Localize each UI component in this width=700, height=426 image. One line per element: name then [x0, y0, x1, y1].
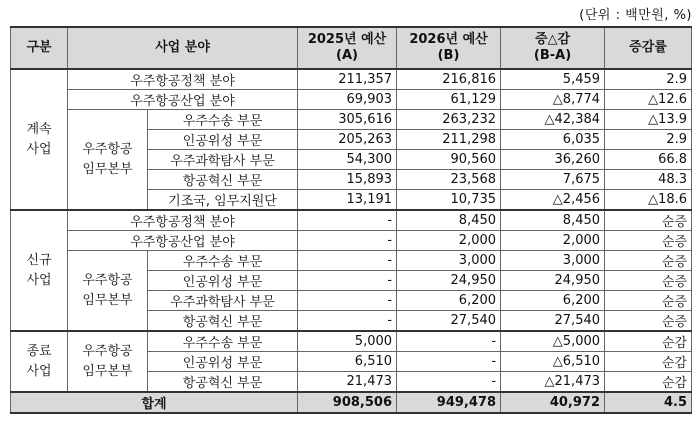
row-name: 우주과학탐사 부문: [148, 150, 298, 170]
table-row: [11, 110, 692, 130]
row-name: 우주항공정책 분야: [68, 210, 298, 231]
cell-b: 8,450: [397, 210, 501, 231]
cell-r: 2.9: [605, 69, 692, 90]
header-change: 증△감 (B-A): [501, 27, 605, 69]
cell-d: △21,473: [501, 372, 605, 393]
cell-b: 2,000: [397, 231, 501, 251]
cell-r: 순증: [605, 210, 692, 231]
cell-a: 69,903: [298, 90, 397, 110]
group-label: 계속 사업: [11, 69, 68, 210]
cell-a: 13,191: [298, 190, 397, 211]
table-row: [11, 331, 692, 352]
subgroup-label: 우주항공 임무본부: [68, 251, 148, 332]
group-label: 신규 사업: [11, 210, 68, 331]
row-name: 우주항공정책 분야: [68, 69, 298, 90]
row-name: 우주항공산업 분야: [68, 90, 298, 110]
cell-a: -: [298, 271, 397, 291]
header-row: [11, 27, 692, 69]
cell-d: △8,774: [501, 90, 605, 110]
cell-a: 21,473: [298, 372, 397, 393]
cell-d: 6,035: [501, 130, 605, 150]
header-field: 사업 분야: [68, 27, 298, 69]
cell-b: 10,735: [397, 190, 501, 211]
row-name: 우주항공산업 분야: [68, 231, 298, 251]
cell-b: -: [397, 331, 501, 352]
cell-a: -: [298, 210, 397, 231]
cell-d: 27,540: [501, 311, 605, 332]
cell-b: -: [397, 352, 501, 372]
cell-a: 15,893: [298, 170, 397, 190]
row-name: 우주수송 부문: [148, 331, 298, 352]
row-name: 우주수송 부문: [148, 251, 298, 271]
total-row: [11, 392, 692, 413]
header-category: 구분: [11, 27, 68, 69]
cell-a: 205,263: [298, 130, 397, 150]
cell-d: △6,510: [501, 352, 605, 372]
header-budget-2025: 2025년 예산 (A): [298, 27, 397, 69]
cell-b: 90,560: [397, 150, 501, 170]
cell-b: 27,540: [397, 311, 501, 332]
cell-a: -: [298, 291, 397, 311]
row-name: 인공위성 부문: [148, 271, 298, 291]
header-rate: 증감률: [605, 27, 692, 69]
cell-b: 3,000: [397, 251, 501, 271]
table-row: [11, 251, 692, 271]
cell-b: 61,129: [397, 90, 501, 110]
subgroup-label: 우주항공 임무본부: [68, 110, 148, 211]
cell-b: 211,298: [397, 130, 501, 150]
total-r: 4.5: [605, 392, 692, 413]
subgroup-label: 우주항공 임무본부: [68, 331, 148, 392]
cell-a: -: [298, 251, 397, 271]
cell-r: 66.8: [605, 150, 692, 170]
cell-d: △2,456: [501, 190, 605, 211]
cell-a: 54,300: [298, 150, 397, 170]
cell-b: 6,200: [397, 291, 501, 311]
table-row: [11, 69, 692, 90]
cell-b: 23,568: [397, 170, 501, 190]
row-name: 항공혁신 부문: [148, 311, 298, 332]
row-name: 기조국, 임무지원단: [148, 190, 298, 211]
cell-r: 순증: [605, 291, 692, 311]
cell-b: 263,232: [397, 110, 501, 130]
cell-d: 8,450: [501, 210, 605, 231]
cell-r: 순증: [605, 231, 692, 251]
cell-d: 5,459: [501, 69, 605, 90]
cell-d: 24,950: [501, 271, 605, 291]
cell-r: △18.6: [605, 190, 692, 211]
total-d: 40,972: [501, 392, 605, 413]
group-label: 종료 사업: [11, 331, 68, 392]
row-name: 항공혁신 부문: [148, 170, 298, 190]
cell-r: 순증: [605, 311, 692, 332]
table-row: [11, 210, 692, 231]
total-a: 908,506: [298, 392, 397, 413]
cell-d: 6,200: [501, 291, 605, 311]
cell-d: △42,384: [501, 110, 605, 130]
cell-r: △12.6: [605, 90, 692, 110]
cell-r: 2.9: [605, 130, 692, 150]
cell-r: 순감: [605, 372, 692, 393]
cell-a: -: [298, 231, 397, 251]
cell-r: 순감: [605, 352, 692, 372]
cell-r: △13.9: [605, 110, 692, 130]
cell-b: 24,950: [397, 271, 501, 291]
row-name: 인공위성 부문: [148, 352, 298, 372]
cell-a: 211,357: [298, 69, 397, 90]
cell-b: -: [397, 372, 501, 393]
cell-r: 48.3: [605, 170, 692, 190]
cell-b: 216,816: [397, 69, 501, 90]
cell-d: 2,000: [501, 231, 605, 251]
total-label: 합계: [11, 392, 298, 413]
cell-a: 305,616: [298, 110, 397, 130]
cell-d: 7,675: [501, 170, 605, 190]
cell-d: △5,000: [501, 331, 605, 352]
cell-a: -: [298, 311, 397, 332]
table-row: [11, 231, 692, 251]
row-name: 우주수송 부문: [148, 110, 298, 130]
row-name: 인공위성 부문: [148, 130, 298, 150]
total-b: 949,478: [397, 392, 501, 413]
row-name: 우주과학탐사 부문: [148, 291, 298, 311]
budget-table: [10, 26, 692, 414]
unit-note: (단위 : 백만원, %): [579, 8, 692, 23]
cell-r: 순감: [605, 331, 692, 352]
cell-a: 6,510: [298, 352, 397, 372]
header-budget-2026: 2026년 예산 (B): [397, 27, 501, 69]
table-row: [11, 90, 692, 110]
cell-d: 36,260: [501, 150, 605, 170]
cell-d: 3,000: [501, 251, 605, 271]
cell-r: 순증: [605, 251, 692, 271]
row-name: 항공혁신 부문: [148, 372, 298, 393]
cell-a: 5,000: [298, 331, 397, 352]
cell-r: 순증: [605, 271, 692, 291]
